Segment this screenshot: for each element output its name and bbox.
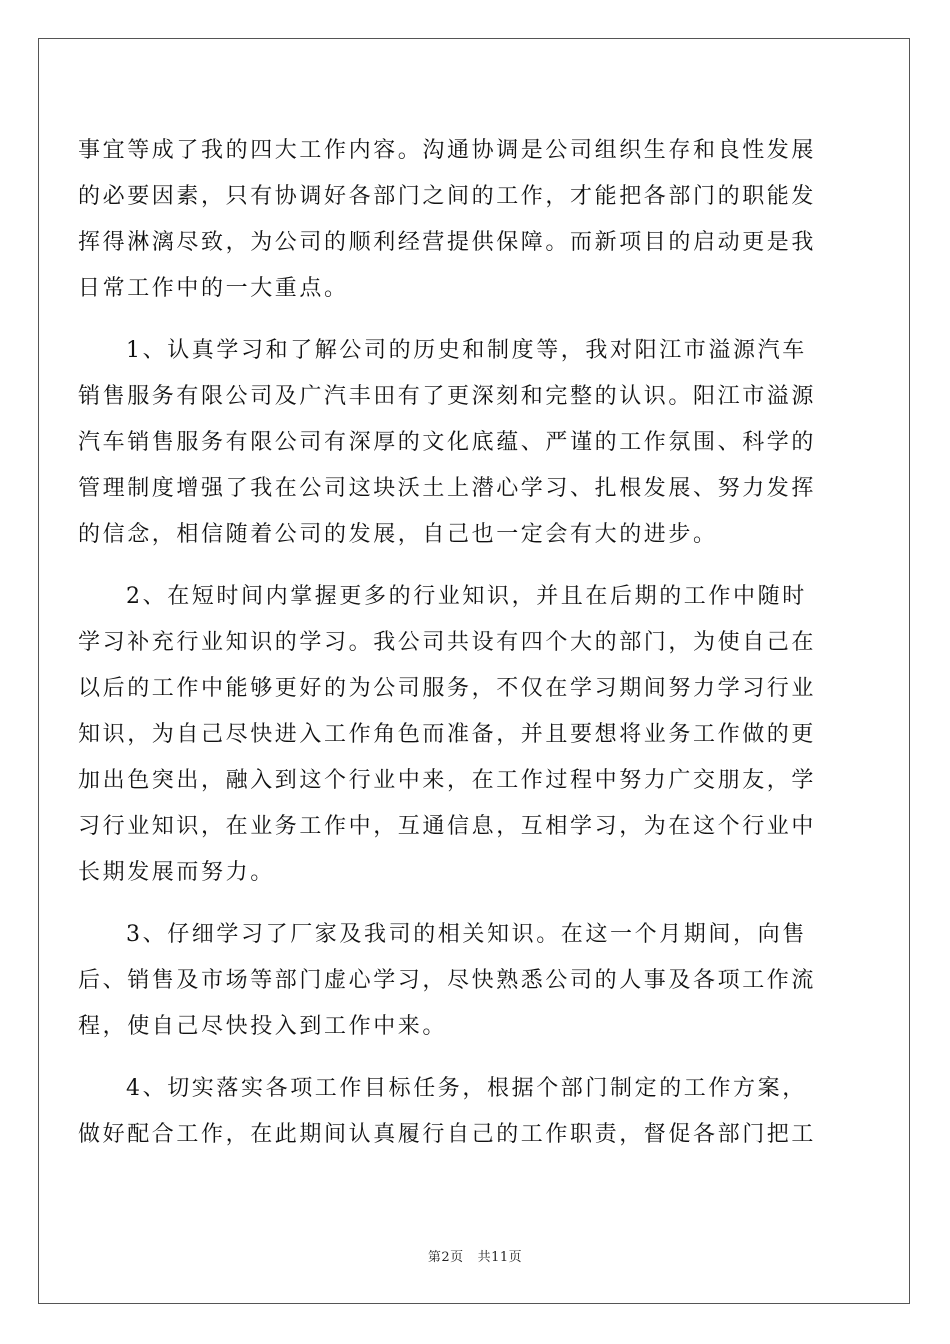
- text-line: 加出色突出，融入到这个行业中来，在工作过程中努力广交朋友，学: [78, 768, 817, 793]
- text-line: 挥得淋漓尽致，为公司的顺利经营提供保障。而新项目的启动更是我: [78, 230, 817, 255]
- text-line: 3、仔细学习了厂家及我司的相关知识。在这一个月期间，向售: [126, 922, 807, 947]
- paragraph: [78, 912, 868, 1050]
- text-line: 的信念，相信随着公司的发展，自己也一定会有大的进步。: [78, 522, 718, 547]
- text-line: 1、认真学习和了解公司的历史和制度等，我对阳江市溢源汽车: [126, 338, 807, 363]
- text-line: 习行业知识，在业务工作中，互通信息，互相学习，为在这个行业中: [78, 814, 817, 839]
- page-footer: [0, 1246, 950, 1265]
- text-line: 知识，为自己尽快进入工作角色而准备，并且要想将业务工作做的更: [78, 722, 817, 747]
- paragraph: [78, 574, 868, 896]
- text-line: 长期发展而努力。: [78, 860, 275, 885]
- text-line: 汽车销售服务有限公司有深厚的文化底蕴、严谨的工作氛围、科学的: [78, 430, 817, 455]
- text-line: 日常工作中的一大重点。: [78, 276, 349, 301]
- text-line: 以后的工作中能够更好的为公司服务，不仅在学习期间努力学习行业: [78, 676, 817, 701]
- text-line: 做好配合工作，在此期间认真履行自己的工作职责，督促各部门把工: [78, 1122, 817, 1147]
- text-line: 销售服务有限公司及广汽丰田有了更深刻和完整的认识。阳江市溢源: [78, 384, 817, 409]
- paragraph: [78, 128, 868, 312]
- text-line: 2、在短时间内掌握更多的行业知识，并且在后期的工作中随时: [126, 584, 807, 609]
- text-line: 程，使自己尽快投入到工作中来。: [78, 1014, 448, 1039]
- text-line: 的必要因素，只有协调好各部门之间的工作，才能把各部门的职能发: [78, 184, 817, 209]
- page-number: 第2页: [427, 1250, 464, 1265]
- text-line: 学习补充行业知识的学习。我公司共设有四个大的部门，为使自己在: [78, 630, 817, 655]
- page-total: 共11页: [477, 1250, 523, 1265]
- text-line: 4、切实落实各项工作目标任务，根据个部门制定的工作方案，: [126, 1076, 807, 1101]
- paragraph: [78, 1066, 868, 1158]
- text-line: 事宜等成了我的四大工作内容。沟通协调是公司组织生存和良性发展: [78, 138, 817, 163]
- paragraph: [78, 328, 868, 558]
- document-body: [78, 128, 868, 1158]
- text-line: 管理制度增强了我在公司这块沃土上潜心学习、扎根发展、努力发挥: [78, 476, 817, 501]
- text-line: 后、销售及市场等部门虚心学习，尽快熟悉公司的人事及各项工作流: [78, 968, 817, 993]
